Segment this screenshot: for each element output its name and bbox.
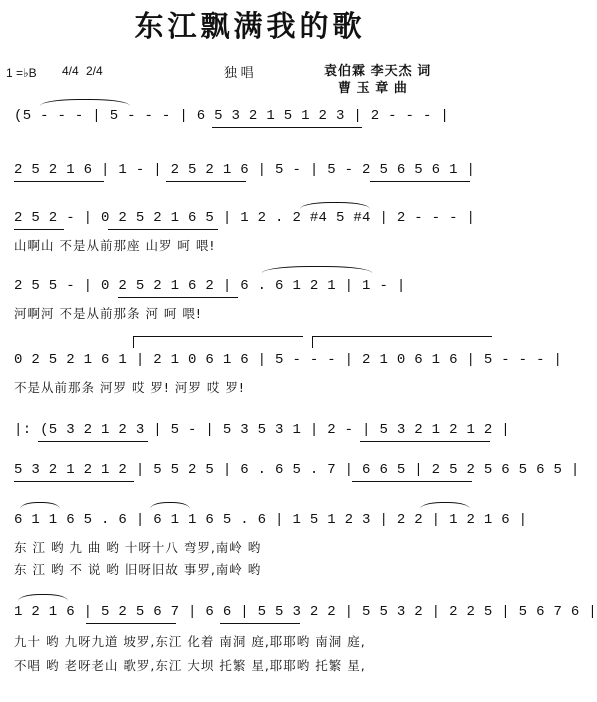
tie-arc [40, 99, 130, 106]
score-row-7: 5 3 2 1 2 1 2 | 5 5 2 5 | 6 . 6 5 . 7 | 6 6 5 | 2 5 2 5 6 5 6 5 | [14, 462, 580, 478]
score-row-2: 2 5 2 1 6 | 1 - | 2 5 2 1 6 | 5 - | 5 - 2 5 6 5 6 1 | [14, 162, 476, 178]
beam-line [352, 481, 472, 482]
beam-line [118, 297, 238, 298]
slur-arc [20, 502, 60, 509]
beam-line [108, 229, 218, 230]
score-row-9: 1 2 1 6 | 5 2 5 6 7 | 6 6 | 5 5 3 2 2 | 5 5 3 2 | 2 2 5 | 5 6 7 6 | [14, 604, 597, 620]
beam-line [166, 181, 246, 182]
time-signature-2-4: 2/4 [86, 64, 103, 78]
slur-arc [262, 266, 372, 273]
beam-line [86, 623, 176, 624]
lyric-verse-5b: 不唱 哟 老呀老山 歌罗,东江 大坝 托繁 星,耶耶哟 托繁 星, [14, 658, 366, 673]
volta-bracket-line [133, 336, 303, 337]
score-row-3: 2 5 2 - | 0 2 5 2 1 6 5 | 1 2 . 2 #4 5 #4 | 2 - - - | [14, 210, 476, 226]
slur-arc [300, 202, 370, 209]
slur-arc [150, 502, 190, 509]
beam-line [360, 441, 490, 442]
score-row-8: 6 1 1 6 5 . 6 | 6 1 1 6 5 . 6 | 1 5 1 2 3 | 2 2 | 1 2 1 6 | [14, 512, 528, 528]
lyric-verse-4a: 东 江 哟 九 曲 哟 十呀十八 弯罗,南岭 哟 [14, 540, 262, 555]
lyric-verse-2: 河啊河 不是从前那条 河 呵 喂! [14, 306, 202, 321]
lyric-verse-3: 不是从前那条 河罗 哎 罗! 河罗 哎 罗! [14, 380, 245, 395]
beam-line [14, 229, 64, 230]
beam-line [14, 481, 134, 482]
beam-line [370, 181, 470, 182]
score-row-5: 0 2 5 2 1 6 1 | 2 1 0 6 1 6 | 5 - - - | 2 1 0 6 1 6 | 5 - - - | [14, 352, 563, 368]
volta-bracket-line [312, 336, 492, 337]
score-row-1: (5 - - - | 5 - - - | 6 5 3 2 1 5 1 2 3 | 2 - - - | [14, 108, 450, 124]
lyric-verse-5a: 九十 哟 九呀九道 坡罗,东江 化着 南洞 庭,耶耶哟 南洞 庭, [14, 634, 366, 649]
composer-credit: 曹 玉 章 曲 [338, 80, 408, 95]
beam-line [220, 623, 300, 624]
beam-line [38, 441, 148, 442]
score-row-4: 2 5 5 - | 0 2 5 2 1 6 2 | 6 . 6 1 2 1 | 1 - | [14, 278, 406, 294]
time-signature-4-4: 4/4 [62, 64, 79, 78]
beam-line [212, 127, 362, 128]
slur-arc [420, 502, 470, 509]
lyric-verse-4b: 东 江 哟 不 说 哟 旧呀旧故 事罗,南岭 哟 [14, 562, 262, 577]
lyricist-credit: 袁伯霖 李天杰 词 [324, 63, 432, 78]
slur-arc [18, 594, 68, 601]
lyric-verse-1: 山啊山 不是从前那座 山罗 呵 喂! [14, 238, 216, 253]
volta-bracket [133, 336, 134, 348]
beam-line [14, 181, 104, 182]
performance-mode: 独 唱 [224, 65, 254, 80]
key-signature: 1 =♭B [6, 66, 37, 80]
volta-bracket [312, 336, 313, 348]
song-title: 东江飘满我的歌 [134, 11, 366, 43]
score-row-6: |: (5 3 2 1 2 3 | 5 - | 5 3 5 3 1 | 2 - | 5 3 2 1 2 1 2 | [14, 422, 510, 438]
